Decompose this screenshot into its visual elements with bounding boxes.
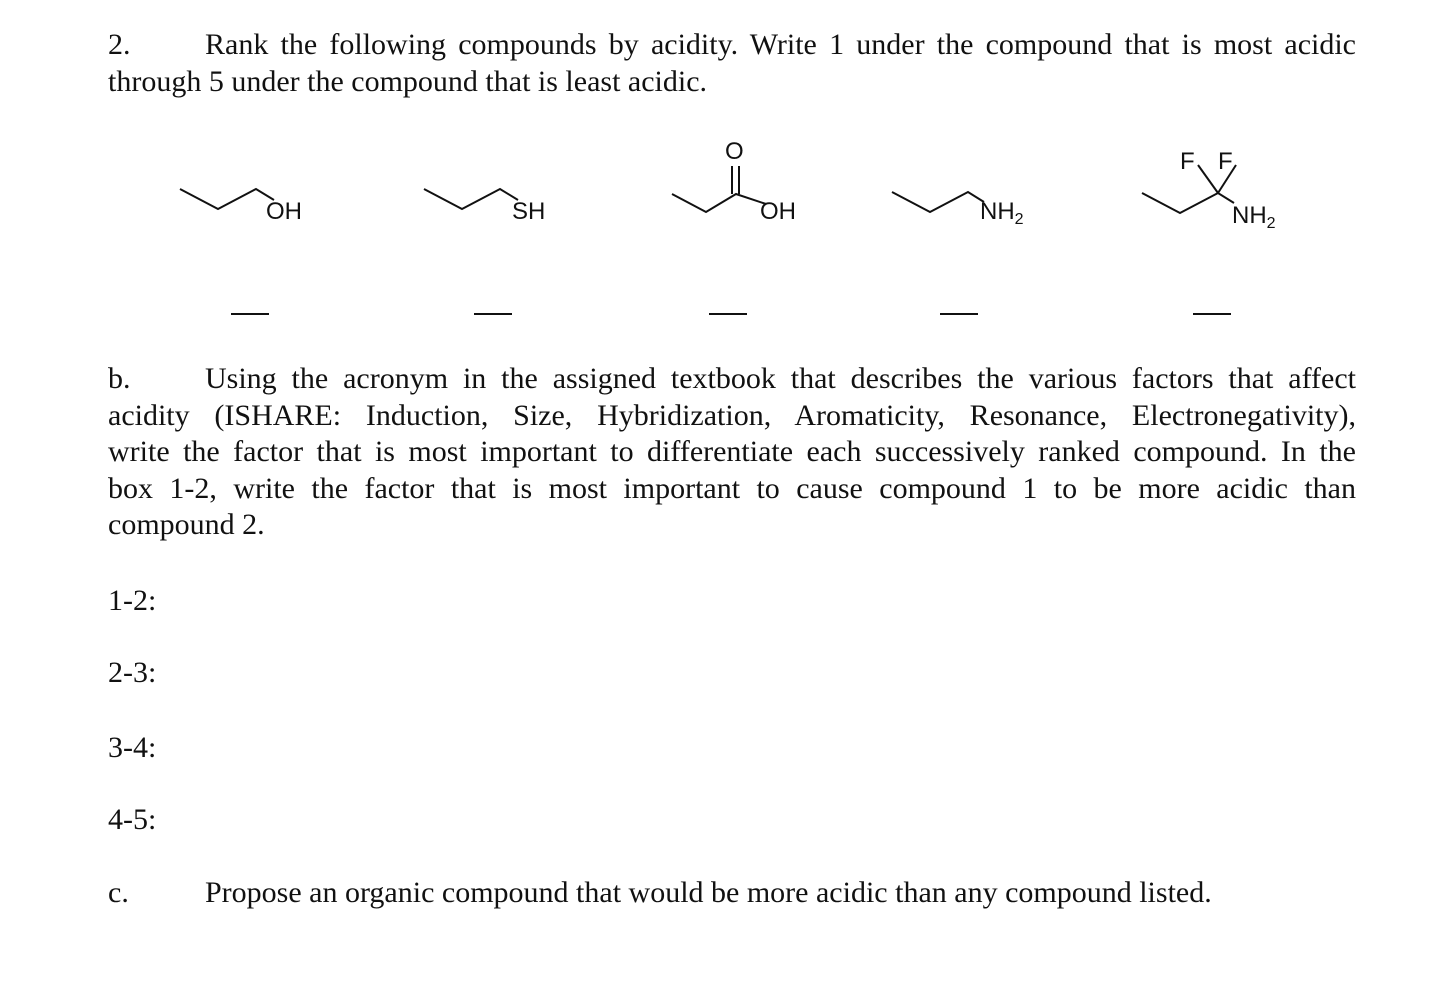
part-b-line-5: compound 2. xyxy=(108,508,265,541)
question-number: 2. xyxy=(108,28,131,61)
fluorine-label-right: F xyxy=(1218,148,1233,175)
part-b xyxy=(108,361,1356,544)
question-2-line-1: 2. Rank the following compounds by acidity. Write 1 under the compound that is most acidic xyxy=(108,27,1356,64)
question-2 xyxy=(108,27,1356,100)
rank-blank-propanoic-acid[interactable] xyxy=(709,313,747,315)
propanoic-acid-oh-label: OH xyxy=(760,198,796,225)
rank-blank-propylamine[interactable] xyxy=(940,313,978,315)
part-b-label: b. xyxy=(108,362,131,395)
propylamine-nh2-label: $NH_2$ xyxy=(980,198,1024,228)
step-label-4-5: 4-5: xyxy=(108,803,157,836)
part-c-label: c. xyxy=(108,876,129,909)
difluoropropylamine-nh2-label: $NH_2$ xyxy=(1232,202,1276,232)
step-label-3-4: 3-4: xyxy=(108,731,157,764)
part-b-line-1: b. Using the acronym in the assigned textbook that describes the various factors that affect xyxy=(108,361,1356,398)
step-label-2-3: 2-3: xyxy=(108,656,157,689)
rank-blank-propanol[interactable] xyxy=(231,313,269,315)
step-label-1-2: 1-2: xyxy=(108,584,157,617)
propanethiol-sh-label: SH xyxy=(512,198,546,225)
carbonyl-oxygen-label: O xyxy=(725,138,744,165)
propanol-oh-label: OH xyxy=(266,198,302,225)
fluorine-label-left: F xyxy=(1180,148,1195,175)
part-b-line-3: write the factor that is most important to differentiate each successively ranked compound. In the xyxy=(108,435,1356,468)
part-c-text: Propose an organic compound that would be more acidic than any compound listed. xyxy=(205,876,1212,909)
rank-blank-difluoropropylamine[interactable] xyxy=(1193,313,1231,315)
propanethiol-skeleton xyxy=(424,136,524,216)
part-b-line-2: acidity (ISHARE: Induction, Size, Hybridization, Aromaticity, Resonance, Electronegativity), xyxy=(108,398,1356,432)
question-2-line-2: through 5 under the compound that is least acidic. xyxy=(108,64,708,98)
part-c xyxy=(108,875,1212,911)
part-b-line-4: box 1-2, write the factor that is most important to cause compound 1 to be more acidic than xyxy=(108,471,1356,505)
propanol-skeleton xyxy=(180,136,280,216)
propylamine-skeleton xyxy=(892,136,992,216)
rank-blank-propanethiol[interactable] xyxy=(474,313,512,315)
